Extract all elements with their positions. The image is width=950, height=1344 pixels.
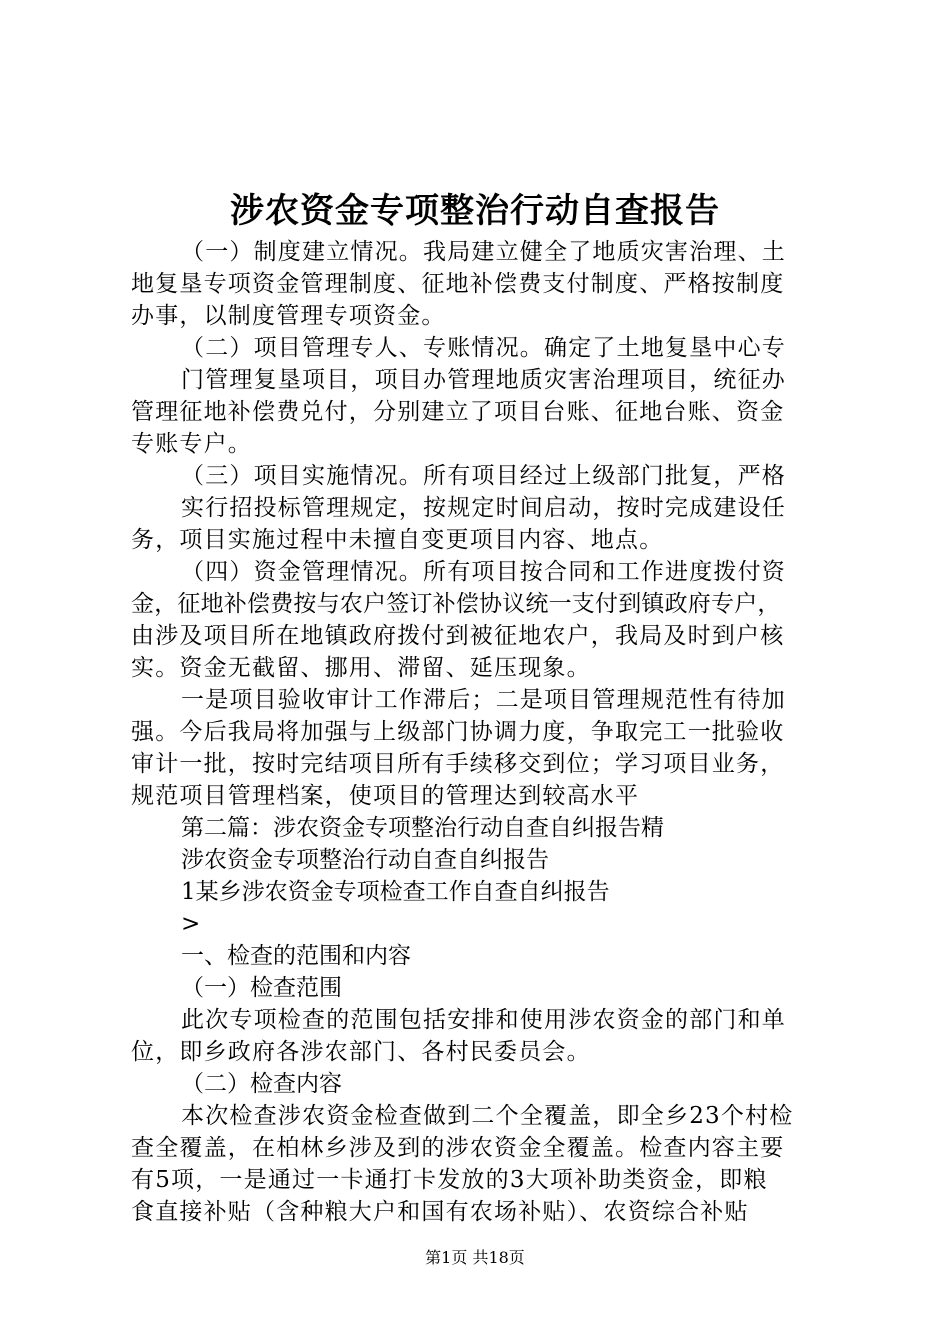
body-line: 审计一批，按时完结项目所有手续移交到位；学习项目业务， bbox=[131, 751, 785, 777]
body-line: 食直接补贴（含种粮大户和国有农场补贴）、农资综合补贴 bbox=[131, 1199, 749, 1225]
body-line: 此次专项检查的范围包括安排和使用涉农资金的部门和单 bbox=[181, 1007, 786, 1033]
body-line: （二）项目管理专人、专账情况。确定了土地复垦中心专 bbox=[181, 335, 786, 361]
body-line: 务，项目实施过程中未擅自变更项目内容、地点。 bbox=[131, 527, 664, 553]
body-line: 一是项目验收审计工作滞后；二是项目管理规范性有待加 bbox=[181, 687, 786, 713]
page-footer: 第1页 共18页 bbox=[425, 1248, 525, 1267]
body-line: > bbox=[181, 911, 202, 937]
body-line: （一）制度建立情况。我局建立健全了地质灾害治理、土 bbox=[181, 239, 786, 265]
document-title: 涉农资金专项整治行动自查报告 bbox=[230, 191, 720, 231]
body-line: 由涉及项目所在地镇政府拨付到被征地农户，我局及时到户核 bbox=[131, 623, 785, 649]
body-line: 查全覆盖，在柏林乡涉及到的涉农资金全覆盖。检查内容主要 bbox=[131, 1135, 785, 1161]
body-line: 办事，以制度管理专项资金。 bbox=[131, 303, 446, 329]
body-line: （二）检查内容 bbox=[181, 1071, 342, 1097]
body-line: （三）项目实施情况。所有项目经过上级部门批复，严格 bbox=[181, 463, 786, 489]
body-line: 实行招投标管理规定，按规定时间启动，按时完成建设任 bbox=[181, 495, 786, 521]
body-line: 金，征地补偿费按与农户签订补偿协议统一支付到镇政府专户， bbox=[131, 591, 781, 617]
body-line: 有5项，一是通过一卡通打卡发放的3大项补助类资金，即粮 bbox=[131, 1167, 768, 1193]
body-line: 地复垦专项资金管理制度、征地补偿费支付制度、严格按制度 bbox=[131, 271, 785, 297]
body-line: （一）检查范围 bbox=[181, 975, 342, 1001]
body-line: 管理征地补偿费兑付，分别建立了项目台账、征地台账、资金 bbox=[131, 399, 785, 425]
body-line: 位，即乡政府各涉农部门、各村民委员会。 bbox=[131, 1039, 591, 1065]
body-line: 1某乡涉农资金专项检查工作自查自纠报告 bbox=[181, 879, 610, 905]
body-line: 专账专户。 bbox=[131, 431, 252, 457]
body-line: 门管理复垦项目，项目办管理地质灾害治理项目，统征办 bbox=[181, 367, 786, 393]
body-line: 本次检查涉农资金检查做到二个全覆盖，即全乡23个村检 bbox=[181, 1103, 794, 1129]
body-line: 规范项目管理档案，使项目的管理达到较高水平 bbox=[131, 783, 640, 809]
body-line: 实。资金无截留、挪用、滞留、延压现象。 bbox=[131, 655, 591, 681]
body-line: 涉农资金专项整治行动自查自纠报告 bbox=[181, 847, 549, 873]
body-line: （四）资金管理情况。所有项目按合同和工作进度拨付资 bbox=[181, 559, 786, 585]
body-line: 第二篇：涉农资金专项整治行动自查自纠报告精 bbox=[181, 815, 664, 841]
body-line: 一、检查的范围和内容 bbox=[181, 943, 411, 969]
body-line: 强。今后我局将加强与上级部门协调力度，争取完工一批验收 bbox=[131, 719, 785, 745]
